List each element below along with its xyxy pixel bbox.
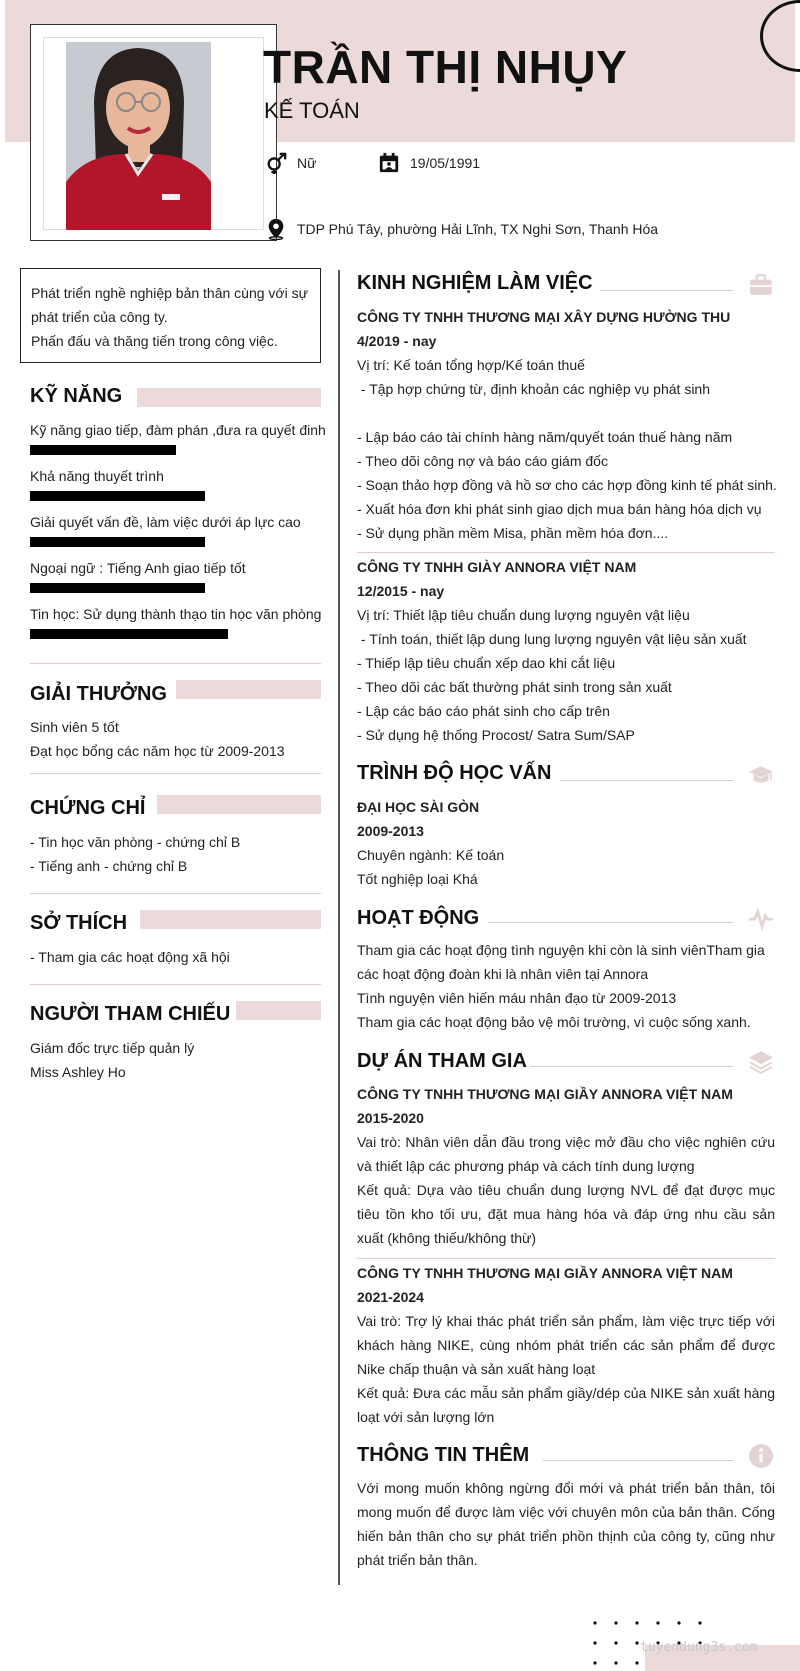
job-line: - Soạn thảo hợp đồng và hồ sơ cho các hợp đồng kinh tế phát sinh. — [357, 477, 777, 493]
job-line: - Theo dõi công nợ và báo cáo giám đốc — [357, 453, 608, 469]
skill-level-bar — [30, 445, 176, 455]
additional-info-title: THÔNG TIN THÊM — [357, 1444, 530, 1466]
project-company: CÔNG TY TNHH THƯƠNG MẠI GIẦY ANNORA VIỆT NAM — [357, 1265, 733, 1281]
education-title: TRÌNH ĐỘ HỌC VẤN — [357, 762, 552, 784]
title-line — [560, 780, 733, 781]
career-objective — [20, 268, 321, 363]
project-entry — [357, 1261, 775, 1429]
skill-label: Giải quyết vấn đề, làm việc dưới áp lực cao — [30, 514, 301, 530]
job-entry — [357, 305, 775, 545]
job-line: Vị trí: Kế toán tổng hợp/Kế toán thuế — [357, 357, 585, 373]
section-divider — [30, 773, 321, 774]
award-item: Đạt học bổng các năm học từ 2009-2013 — [30, 743, 285, 759]
activities-list — [357, 938, 775, 1034]
job-line: - Theo dõi các bất thường phát sinh trong sản xuất — [357, 679, 672, 695]
job-line: - Lập các báo cáo phát sinh cho cấp trên — [357, 703, 610, 719]
job-line: - Sử dụng hệ thống Procost/ Satra Sum/SAP — [357, 727, 635, 743]
references-title: NGƯỜI THAM CHIẾU — [30, 1003, 231, 1025]
gender-value: Nữ — [297, 155, 317, 171]
project-entry — [357, 1082, 775, 1250]
title-line — [543, 1460, 733, 1461]
calendar-icon — [378, 152, 400, 174]
job-line: - Lập báo cáo tài chính hàng năm/quyết toán thuế hàng năm — [357, 429, 733, 445]
education-school: ĐẠI HỌC SÀI GÒN — [357, 799, 480, 815]
layers-icon — [748, 1049, 774, 1075]
section-divider — [30, 893, 321, 894]
job-line: - Thiếp lập tiêu chuẩn xếp dao khi cắt liệu — [357, 655, 616, 671]
graduation-cap-icon — [748, 762, 774, 788]
activity-line: Tham gia các hoạt động tình nguyện khi còn là sinh viênTham gia — [357, 942, 765, 958]
hobbies-title: SỞ THÍCH — [30, 912, 128, 934]
activities-title: HOẠT ĐỘNG — [357, 907, 480, 929]
birthdate-value: 19/05/1991 — [410, 155, 481, 171]
hobby-item: - Tham gia các hoạt động xã hội — [30, 949, 230, 965]
skills-title-bar — [137, 388, 321, 407]
section-divider — [30, 984, 321, 985]
references-title-bar — [236, 1001, 321, 1020]
certificate-item: - Tin học văn phòng - chứng chỉ B — [30, 834, 241, 850]
education-period: 2009-2013 — [357, 823, 424, 839]
job-company: CÔNG TY TNHH GIÀY ANNORA VIỆT NAM — [357, 559, 637, 575]
briefcase-icon — [748, 272, 774, 298]
activity-line: các hoạt động đoàn khi là nhân viên tại Annora — [357, 966, 649, 982]
job-line — [357, 401, 775, 425]
location-icon — [265, 218, 287, 240]
additional-info — [357, 1476, 775, 1572]
project-role: Vai trò: Nhân viên dẫn đầu trong việc mở đầu cho việc nghiên cứu và thiết lập các phương pháp và cách tính dung lượng — [357, 1134, 775, 1174]
job-title: KẾ TOÁN — [264, 98, 360, 123]
entry-divider — [357, 552, 775, 553]
avatar — [66, 42, 211, 230]
certificate-item: - Tiếng anh - chứng chỉ B — [30, 858, 188, 874]
address-value: TDP Phú Tây, phường Hải Lĩnh, TX Nghi Sơn, Thanh Hóa — [297, 221, 659, 237]
job-line: - Tập hợp chứng từ, định khoản các nghiệp vụ phát sinh — [357, 381, 711, 397]
project-company: CÔNG TY TNHH THƯƠNG MẠI GIẦY ANNORA VIỆT NAM — [357, 1086, 733, 1102]
section-divider — [30, 663, 321, 664]
skill-label: Kỹ năng giao tiếp, đàm phán ,đưa ra quyết đinh — [30, 422, 326, 438]
job-line: - Tính toán, thiết lập dung lung lượng nguyên vật liệu sản xuất — [357, 631, 747, 647]
job-period: 12/2015 - nay — [357, 583, 445, 599]
project-role: Vai trò: Trợ lý khai thác phát triển sản phẩm, làm việc trực tiếp với khách hàng NIKE, cùng nhóm phát triển các sản phẩm để được Nike chấp thuận và sản xuất hàng loạt — [357, 1313, 775, 1377]
project-period: 2015-2020 — [357, 1110, 424, 1126]
job-entry — [357, 555, 775, 747]
skill-label: Khả năng thuyết trình — [30, 468, 164, 484]
experience-title: KINH NGHIỆM LÀM VIỆC — [357, 272, 593, 294]
candidate-name: TRẦN THỊ NHỤY — [263, 41, 628, 93]
project-result: Kết quả: Dựa vào tiêu chuẩn dung lượng NVL để đạt được mục tiêu tồn kho tối ưu, đặt mua hàng hóa và đáp ứng nhu cầu sản xuất (không thiếu/không thừ) — [357, 1182, 775, 1246]
project-period: 2021-2024 — [357, 1289, 424, 1305]
education-entry — [357, 795, 775, 891]
avatar-portrait-graphic — [66, 42, 211, 230]
title-line — [488, 922, 733, 923]
additional-text: Với mong muốn không ngừng đổi mới và phát triển bản thân, tôi mong muốn để được làm việc với chuyên môn của bản thân. Cống hiến bản thân cho sự phát triển phồn thịnh của công ty, cũng như phát triển bản thân. — [357, 1480, 775, 1568]
skill-level-bar — [30, 629, 228, 639]
job-company: CÔNG TY TNHH THƯƠNG MẠI XÂY DỰNG HƯỜNG THU — [357, 309, 731, 325]
education-major: Chuyên ngành: Kế toán — [357, 847, 505, 863]
job-line: - Sử dụng phần mềm Misa, phần mềm hóa đơn.... — [357, 525, 669, 541]
skill-label: Ngoại ngữ : Tiếng Anh giao tiếp tốt — [30, 560, 246, 576]
job-line: - Xuất hóa đơn khi phát sinh giao dịch mua bán hàng hóa dịch vụ — [357, 501, 762, 517]
project-result: Kết quả: Đưa các mẫu sản phẩm giầy/dép của NIKE sản xuất hàng loạt với sản lượng lớn — [357, 1385, 775, 1425]
activity-line: Tham gia các hoạt động bảo vệ môi trường, vì cuộc sống xanh. — [357, 1014, 751, 1030]
awards-title-bar — [176, 680, 321, 699]
education-grade: Tốt nghiệp loại Khá — [357, 871, 478, 887]
gender-icon — [265, 152, 287, 174]
skills-title: KỸ NĂNG — [30, 385, 123, 407]
skill-level-bar — [30, 491, 205, 501]
address-row — [265, 218, 658, 240]
objective-line: Phát triển nghề nghiệp bản thân cùng với sự — [31, 285, 308, 301]
reference-item: Giám đốc trực tiếp quản lý — [30, 1040, 195, 1056]
reference-item: Miss Ashley Ho — [30, 1064, 126, 1080]
certificates-title: CHỨNG CHỈ — [30, 797, 146, 819]
activity-line: Tình nguyện viên hiến máu nhân đạo từ 2009-2013 — [357, 990, 677, 1006]
projects-title: DỰ ÁN THAM GIA — [357, 1050, 527, 1072]
info-icon — [748, 1443, 774, 1469]
skill-level-bar — [30, 537, 205, 547]
column-divider — [338, 270, 340, 1585]
entry-divider — [357, 1258, 775, 1259]
certificates-title-bar — [157, 795, 321, 814]
award-item: Sinh viên 5 tốt — [30, 719, 119, 735]
gender-row — [265, 152, 316, 174]
skill-level-bar — [30, 583, 205, 593]
hobbies-title-bar — [140, 910, 321, 929]
job-line: Vị trí: Thiết lập tiêu chuẩn dung lượng nguyên vật liệu — [357, 607, 690, 623]
skill-label: Tin học: Sử dụng thành thạo tin học văn phòng — [30, 606, 322, 622]
birthdate-row — [378, 152, 480, 174]
awards-title: GIẢI THƯỞNG — [30, 683, 167, 705]
activity-icon — [748, 905, 774, 931]
title-line — [530, 1066, 733, 1067]
watermark: tuyendung3s.com — [640, 1640, 758, 1655]
objective-line: phát triển của công ty. — [31, 309, 168, 325]
job-period: 4/2019 - nay — [357, 333, 437, 349]
title-line — [600, 290, 733, 291]
objective-line: Phấn đấu và thăng tiến trong công việc. — [31, 333, 278, 349]
